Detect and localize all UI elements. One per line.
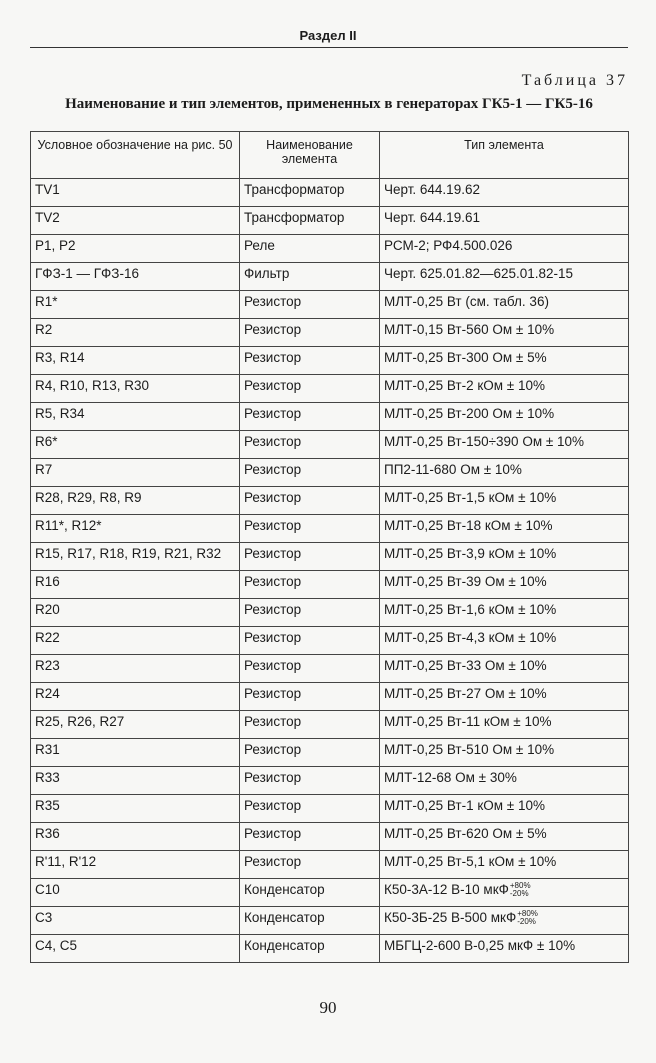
- cell-type: МЛТ-0,25 Вт-1,6 кОм ± 10%: [380, 599, 629, 627]
- table-row: [31, 515, 629, 543]
- cell-type: МЛТ-0,25 Вт-200 Ом ± 10%: [380, 403, 629, 431]
- table-row: [31, 655, 629, 683]
- table-row: [31, 543, 629, 571]
- table-header-row: [31, 132, 629, 179]
- cell-designation: R5, R34: [31, 403, 240, 431]
- table-row: [31, 851, 629, 879]
- cell-name: Резистор: [240, 543, 380, 571]
- cell-type: К50-3Б-25 В-500 мкФ +80% -20%: [380, 907, 629, 935]
- table-row: [31, 683, 629, 711]
- cell-designation: C4, C5: [31, 935, 240, 963]
- cell-type: Черт. 644.19.61: [380, 207, 629, 235]
- cell-type: МЛТ-0,25 Вт-1,5 кОм ± 10%: [380, 487, 629, 515]
- cell-designation: R4, R10, R13, R30: [31, 375, 240, 403]
- table-row: [31, 319, 629, 347]
- table-row: [31, 459, 629, 487]
- cell-name: Реле: [240, 235, 380, 263]
- cell-name: Резистор: [240, 711, 380, 739]
- cell-designation: R3, R14: [31, 347, 240, 375]
- cell-designation: R31: [31, 739, 240, 767]
- table-row: [31, 627, 629, 655]
- page-number: 90: [319, 998, 337, 1017]
- table-row: [31, 347, 629, 375]
- cell-name: Резистор: [240, 487, 380, 515]
- cell-name: Резистор: [240, 431, 380, 459]
- table-row: [31, 571, 629, 599]
- cell-name: Резистор: [240, 459, 380, 487]
- cell-name: Резистор: [240, 599, 380, 627]
- cell-name: Резистор: [240, 655, 380, 683]
- cell-type: ПП2-11-680 Ом ± 10%: [380, 459, 629, 487]
- cell-designation: R1*: [31, 291, 240, 319]
- table-row: [31, 767, 629, 795]
- column-header-designation: Условное обозначение на рис. 50: [31, 132, 240, 179]
- table-body: [31, 179, 629, 963]
- cell-type: МЛТ-0,25 Вт-5,1 кОм ± 10%: [380, 851, 629, 879]
- tolerance-range: +80% -20%: [509, 881, 531, 899]
- table-row: [31, 823, 629, 851]
- cell-name: Резистор: [240, 795, 380, 823]
- table-row: [31, 235, 629, 263]
- cell-type: МЛТ-0,25 Вт-18 кОм ± 10%: [380, 515, 629, 543]
- column-header-name: Наименование элемента: [240, 132, 380, 179]
- table-row: [31, 207, 629, 235]
- cell-type: МЛТ-0,15 Вт-560 Ом ± 10%: [380, 319, 629, 347]
- cell-designation: R15, R17, R18, R19, R21, R32: [31, 543, 240, 571]
- cell-name: Резистор: [240, 683, 380, 711]
- cell-name: Резистор: [240, 571, 380, 599]
- cell-type: МБГЦ-2-600 В-0,25 мкФ ± 10%: [380, 935, 629, 963]
- table-row: [31, 487, 629, 515]
- cell-name: Резистор: [240, 319, 380, 347]
- cell-designation: P1, P2: [31, 235, 240, 263]
- table-row: [31, 907, 629, 935]
- cell-type: МЛТ-0,25 Вт-620 Ом ± 5%: [380, 823, 629, 851]
- cell-designation: R33: [31, 767, 240, 795]
- cell-name: Резистор: [240, 291, 380, 319]
- cell-name: Резистор: [240, 403, 380, 431]
- cell-type: МЛТ-0,25 Вт-27 Ом ± 10%: [380, 683, 629, 711]
- cell-name: Фильтр: [240, 263, 380, 291]
- cell-type: МЛТ-0,25 Вт-4,3 кОм ± 10%: [380, 627, 629, 655]
- table-row: [31, 935, 629, 963]
- cell-designation: R28, R29, R8, R9: [31, 487, 240, 515]
- cell-designation: R20: [31, 599, 240, 627]
- table-row: [31, 375, 629, 403]
- header-rule: [30, 47, 628, 48]
- cell-designation: R2: [31, 319, 240, 347]
- cell-name: Трансформатор: [240, 179, 380, 207]
- cell-designation: R36: [31, 823, 240, 851]
- cell-type: МЛТ-0,25 Вт-33 Ом ± 10%: [380, 655, 629, 683]
- cell-name: Резистор: [240, 515, 380, 543]
- cell-designation: R6*: [31, 431, 240, 459]
- cell-type: МЛТ-0,25 Вт-510 Ом ± 10%: [380, 739, 629, 767]
- tolerance-range: +80% -20%: [517, 909, 538, 927]
- cell-name: Резистор: [240, 347, 380, 375]
- cell-name: Конденсатор: [240, 907, 380, 935]
- table-row: [31, 739, 629, 767]
- cell-type: МЛТ-12-68 Ом ± 30%: [380, 767, 629, 795]
- table-row: [31, 879, 629, 907]
- cell-name: Резистор: [240, 627, 380, 655]
- cell-designation: R24: [31, 683, 240, 711]
- cell-type: МЛТ-0,25 Вт-300 Ом ± 5%: [380, 347, 629, 375]
- table-row: [31, 291, 629, 319]
- cell-name: Резистор: [240, 375, 380, 403]
- cell-type: МЛТ-0,25 Вт-150÷390 Ом ± 10%: [380, 431, 629, 459]
- cell-name: Резистор: [240, 767, 380, 795]
- cell-type: Черт. 625.01.82—625.01.82-15: [380, 263, 629, 291]
- cell-type: РСМ-2; РФ4.500.026: [380, 235, 629, 263]
- cell-name: Резистор: [240, 739, 380, 767]
- table-number: Таблица 37: [521, 72, 628, 89]
- cell-designation: TV1: [31, 179, 240, 207]
- cell-designation: R'11, R'12: [31, 851, 240, 879]
- column-header-type: Тип элемента: [380, 132, 629, 179]
- cell-designation: R35: [31, 795, 240, 823]
- cell-designation: TV2: [31, 207, 240, 235]
- cell-designation: C3: [31, 907, 240, 935]
- cell-type: МЛТ-0,25 Вт-1 кОм ± 10%: [380, 795, 629, 823]
- cell-name: Резистор: [240, 851, 380, 879]
- cell-designation: R22: [31, 627, 240, 655]
- cell-name: Трансформатор: [240, 207, 380, 235]
- cell-type: МЛТ-0,25 Вт-2 кОм ± 10%: [380, 375, 629, 403]
- cell-designation: R16: [31, 571, 240, 599]
- cell-type: МЛТ-0,25 Вт (см. табл. 36): [380, 291, 629, 319]
- cell-designation: R11*, R12*: [31, 515, 240, 543]
- cell-designation: C10: [31, 879, 240, 907]
- cell-designation: R7: [31, 459, 240, 487]
- elements-table: [30, 131, 629, 963]
- cell-type: Черт. 644.19.62: [380, 179, 629, 207]
- cell-name: Резистор: [240, 823, 380, 851]
- cell-type: К50-3А-12 В-10 мкФ +80% -20%: [380, 879, 629, 907]
- table-row: [31, 263, 629, 291]
- table-row: [31, 403, 629, 431]
- table-row: [31, 711, 629, 739]
- cell-designation: R23: [31, 655, 240, 683]
- table-row: [31, 795, 629, 823]
- cell-name: Конденсатор: [240, 879, 380, 907]
- cell-type: МЛТ-0,25 Вт-39 Ом ± 10%: [380, 571, 629, 599]
- table-row: [31, 179, 629, 207]
- cell-designation: ГФЗ-1 — ГФЗ-16: [31, 263, 240, 291]
- running-header: Раздел II: [299, 28, 357, 43]
- cell-name: Конденсатор: [240, 935, 380, 963]
- table-caption: Наименование и тип элементов, примененных в генераторах ГК5-1 — ГК5-16: [65, 96, 593, 112]
- table-row: [31, 431, 629, 459]
- cell-type: МЛТ-0,25 Вт-3,9 кОм ± 10%: [380, 543, 629, 571]
- cell-type: МЛТ-0,25 Вт-11 кОм ± 10%: [380, 711, 629, 739]
- table-row: [31, 599, 629, 627]
- cell-designation: R25, R26, R27: [31, 711, 240, 739]
